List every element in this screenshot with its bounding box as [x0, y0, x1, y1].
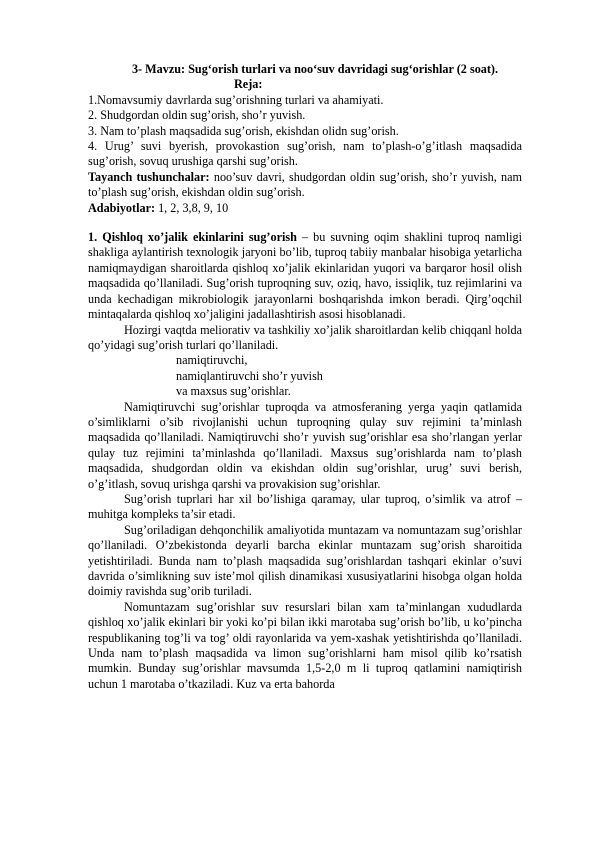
key-terms-text: noo’suv davri, shudgordan oldin sug’orish, sho’r yuvish, nam to’plash sug’orish, ekishdan oldin sug’orish.	[88, 169, 522, 200]
key-terms-paragraph	[88, 170, 522, 201]
key-terms-label: Tayanch tushunchalar:	[88, 169, 210, 184]
irrigation-type-1: namiqtiruvchi,	[176, 353, 248, 368]
irrigation-type-3: va maxsus sug’orishlar.	[176, 384, 291, 399]
document-page	[88, 62, 522, 692]
section1-paragraph-3: Namiqtiruvchi sug’orishlar tuproqda va atmosferaning yerga yaqin qatlamida o’simliklarni o’sib rivojlanishi uchun tuproqning qulay suv rejimini ta’minlash maqsadida qo’llaniladi. Namiqtiruvchi sho’r yuvish sug’orishlar esa sho’rlangan yerlar qulay tuz rejimini ta’minlashda qo’llaniladi. Maxsus sug’orishlarda nam to’plash maqsadida, shudgordan oldin va ekishdan oldin sug’orishlar, urug’ suvi berish, o’g’itlash, sovuq urishga qarshi va provakision sug’orishlar.	[88, 399, 522, 491]
plan-item-4: 4. Urug’ suvi byerish, provokastion sug’orish, nam to’plash-o’g’itlash maqsadida sug’orish, sovuq urushiga qarshi sug’orish.	[88, 139, 522, 169]
plan-item-3: 3. Nam to’plash maqsadida sug’orish, ekishdan olidn sug’orish.	[88, 123, 399, 138]
lecture-title: 3- Mavzu: Sug‘orish turlari va noo‘suv davridagi sug‘orishlar (2 soat).	[131, 62, 499, 76]
plan-label: Reja:	[234, 77, 263, 92]
section1-paragraph-4: Sug’orish tuprlari har xil bo’lishiga qaramay, ular tuproq, o’simlik va atrof – muhitga kompleks ta’sir etadi.	[88, 491, 522, 522]
section1-paragraph-6: Nomuntazam sug’orishlar suv resurslari bilan xam ta’minlangan xududlarda qishloq xo’jalik ekinlari bir yoki ko’pi bilan ikki marotaba sug’orish bo’lib, u ko’pincha respublikaning tog’li va tog’ oldi rayonlarida va yem-xashak yetishtirishda qo’llaniladi. Unda nam to’plash maqsadida va limon sug’orishlarni ham misol qilib ko’rsatish mumkin. Bunday sug’orishlar mavsumda 1,5-2,0 m li tuproq qatlamini namiqtirish uchun 1 marotaba o’tkaziladi. Kuz va erta bahorda	[88, 599, 522, 691]
plan-item-1: 1.Nomavsumiy davrlarda sug’orishning turlari va ahamiyati.	[88, 92, 384, 107]
literature-paragraph	[88, 201, 522, 216]
section1-intro-text: – bu suvning oqim shaklini tuproq namligi shakliga aylantirish texnologik jaryoni bo’lib, tuproq tabiiy manbalar hisobiga yetarlicha namiqmaydigan sharoitlarda qishloq xo’jalik ekinlaridan yuqori va barqaror hosil olish maqsadida qo’llaniladi. Sug’orish tuproqning suv, oziq, havo, issiqlik, tuz rejimlarini va unda kechadigan mikrobiologik jarayonlarni boshqarishda imkon beradi. Qirg’oqchil mintaqalarda qishloq xo’jaligini jadallashtirish asosi hisoblanadi.	[88, 230, 522, 322]
irrigation-type-2: namiqlantiruvchi sho’r yuvish	[176, 368, 323, 383]
literature-label: Adabiyotlar:	[88, 200, 156, 215]
section-gap	[88, 216, 522, 230]
section1-paragraph-5: Sug’oriladigan dehqonchilik amaliyotida muntazam va nomuntazam sug’orishlar qo’llaniladi. O’zbekistonda deyarli barcha ekinlar muntazam sug’orish sharoitida yetishtiriladi. Bunda nam to’plash maqsadida sug’orishlardan tashqari ekinlar o’suvi davrida o’simlikning suv iste’mol qilish dinamikasi xususiyatlarini hisobga olgan holda doimiy ravishda sug’orib turiladi.	[88, 522, 522, 599]
section1-paragraph-2: Hozirgi vaqtda meliorativ va tashkiliy xo’jalik sharoitlardan kelib chiqqanl holda qo’yidagi sug’orish turlari qo’llaniladi.	[88, 322, 522, 352]
section1-intro-paragraph	[88, 230, 522, 322]
plan-item-2: 2. Shudgordan oldin sug’orish, sho’r yuvish.	[88, 108, 306, 123]
literature-text: 1, 2, 3,8, 9, 10	[155, 200, 229, 215]
section1-heading: 1. Qishloq xo’jalik ekinlarini sug’orish	[88, 230, 297, 245]
